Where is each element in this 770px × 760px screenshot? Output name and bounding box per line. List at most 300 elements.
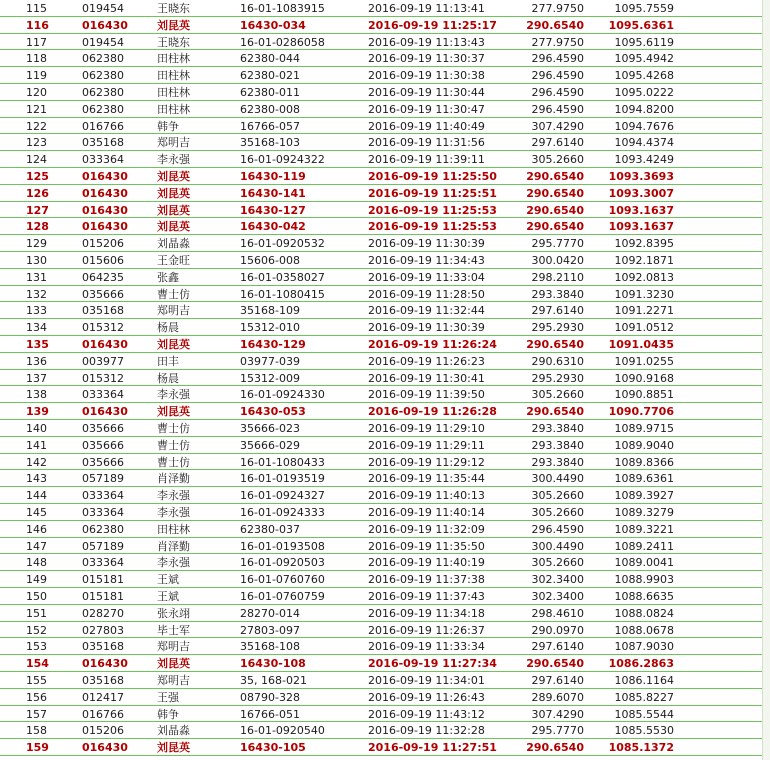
value-a-cell: 302.3400 bbox=[531, 590, 584, 603]
rank-cell: 146 bbox=[26, 522, 47, 536]
member-id-cell: 062380 bbox=[82, 86, 124, 99]
value-b-cell: 1085.5544 bbox=[614, 707, 674, 721]
value-a-cell: 307.4290 bbox=[531, 707, 584, 721]
value-b-cell: 1089.9715 bbox=[614, 422, 674, 435]
ticket-number-cell: 16-01-0924330 bbox=[240, 388, 325, 402]
table-row[interactable] bbox=[0, 286, 762, 303]
value-a-cell: 296.4590 bbox=[531, 86, 584, 99]
timestamp-cell: 2016-09-19 11:32:09 bbox=[368, 522, 485, 536]
ticket-number-cell: 35, 168-021 bbox=[240, 674, 307, 687]
member-id-cell: 015206 bbox=[82, 237, 124, 251]
timestamp-cell: 2016-09-19 11:26:37 bbox=[368, 623, 485, 637]
name-cell: 郑明吉 bbox=[157, 674, 190, 687]
value-b-cell: 1085.1372 bbox=[608, 741, 674, 755]
value-b-cell: 1095.4268 bbox=[614, 69, 674, 83]
timestamp-cell: 2016-09-19 11:35:44 bbox=[368, 472, 485, 486]
value-b-cell: 1091.3230 bbox=[614, 287, 674, 301]
member-id-cell: 015181 bbox=[82, 590, 124, 603]
value-a-cell: 290.6540 bbox=[526, 220, 584, 234]
ticket-number-cell: 28270-014 bbox=[240, 606, 300, 620]
table-row[interactable] bbox=[0, 386, 762, 403]
timestamp-cell: 2016-09-19 11:39:11 bbox=[368, 153, 485, 167]
rank-cell: 122 bbox=[26, 119, 47, 133]
name-cell: 田柱林 bbox=[157, 522, 190, 536]
rank-cell: 126 bbox=[26, 186, 49, 200]
rank-cell: 157 bbox=[26, 707, 47, 721]
table-row[interactable] bbox=[0, 319, 762, 336]
name-cell: 田柱林 bbox=[157, 69, 190, 83]
ticket-number-cell: 16766-057 bbox=[240, 119, 300, 133]
ticket-number-cell: 35666-029 bbox=[240, 438, 300, 452]
member-id-cell: 015312 bbox=[82, 371, 124, 385]
table-row[interactable] bbox=[0, 218, 762, 235]
member-id-cell: 062380 bbox=[82, 102, 124, 116]
timestamp-cell: 2016-09-19 11:32:28 bbox=[368, 724, 485, 738]
member-id-cell: 012417 bbox=[82, 690, 124, 704]
table-row[interactable] bbox=[0, 605, 762, 622]
name-cell: 曹士仿 bbox=[157, 287, 190, 301]
rank-cell: 120 bbox=[26, 86, 47, 99]
table-row[interactable] bbox=[0, 202, 762, 219]
ticket-number-cell: 16-01-0920540 bbox=[240, 724, 325, 738]
value-a-cell: 293.3840 bbox=[531, 287, 584, 301]
name-cell: 曹士仿 bbox=[157, 422, 190, 435]
value-a-cell: 293.3840 bbox=[531, 438, 584, 452]
name-cell: 毕士军 bbox=[157, 623, 190, 637]
member-id-cell: 033364 bbox=[82, 506, 124, 519]
member-id-cell: 016430 bbox=[82, 203, 128, 217]
timestamp-cell: 2016-09-19 11:33:34 bbox=[368, 640, 485, 654]
name-cell: 张永翊 bbox=[157, 606, 190, 620]
name-cell: 田柱林 bbox=[157, 86, 190, 99]
table-row[interactable] bbox=[0, 134, 762, 151]
rank-cell: 149 bbox=[26, 573, 47, 587]
ticket-number-cell: 15312-009 bbox=[240, 371, 300, 385]
ticket-number-cell: 16430-129 bbox=[240, 338, 306, 351]
table-row[interactable] bbox=[0, 470, 762, 487]
table-row[interactable] bbox=[0, 622, 762, 639]
ticket-number-cell: 08790-328 bbox=[240, 690, 300, 704]
ticket-number-cell: 35168-109 bbox=[240, 304, 300, 318]
name-cell: 王斌 bbox=[157, 590, 179, 603]
value-a-cell: 296.4590 bbox=[531, 69, 584, 83]
value-b-cell: 1093.3007 bbox=[608, 186, 674, 200]
table-row[interactable] bbox=[0, 672, 762, 689]
member-id-cell: 035168 bbox=[82, 674, 124, 687]
timestamp-cell: 2016-09-19 11:26:43 bbox=[368, 690, 485, 704]
value-a-cell: 290.6540 bbox=[526, 741, 584, 755]
member-id-cell: 035666 bbox=[82, 455, 124, 469]
value-a-cell: 297.6140 bbox=[531, 640, 584, 654]
rank-cell: 136 bbox=[26, 354, 47, 368]
member-id-cell: 057189 bbox=[82, 472, 124, 486]
rank-cell: 119 bbox=[26, 69, 47, 83]
table-row[interactable] bbox=[0, 353, 762, 370]
timestamp-cell: 2016-09-19 11:33:04 bbox=[368, 270, 485, 284]
value-b-cell: 1093.1637 bbox=[608, 203, 674, 217]
name-cell: 李永强 bbox=[157, 506, 190, 519]
name-cell: 刘昆英 bbox=[157, 405, 190, 419]
rank-cell: 150 bbox=[26, 590, 47, 603]
ticket-number-cell: 15606-008 bbox=[240, 254, 300, 267]
timestamp-cell: 2016-09-19 11:30:41 bbox=[368, 371, 485, 385]
name-cell: 曹士仿 bbox=[157, 455, 190, 469]
table-row[interactable] bbox=[0, 151, 762, 168]
name-cell: 刘昆英 bbox=[157, 338, 190, 351]
rank-cell: 141 bbox=[26, 438, 47, 452]
name-cell: 刘昆英 bbox=[157, 741, 190, 755]
table-row[interactable] bbox=[0, 252, 762, 269]
value-a-cell: 293.3840 bbox=[531, 455, 584, 469]
ticket-number-cell: 16766-051 bbox=[240, 707, 300, 721]
ticket-number-cell: 16-01-0920532 bbox=[240, 237, 325, 251]
timestamp-cell: 2016-09-19 11:27:51 bbox=[368, 741, 497, 755]
value-a-cell: 298.2110 bbox=[531, 270, 584, 284]
table-row[interactable] bbox=[0, 185, 762, 202]
member-id-cell: 015181 bbox=[82, 573, 124, 587]
ticket-number-cell: 35168-108 bbox=[240, 640, 300, 654]
member-id-cell: 016430 bbox=[82, 186, 128, 200]
member-id-cell: 015606 bbox=[82, 254, 124, 267]
name-cell: 郑明吉 bbox=[157, 304, 190, 318]
rank-cell: 138 bbox=[26, 388, 47, 402]
ticket-number-cell: 27803-097 bbox=[240, 623, 300, 637]
value-b-cell: 1089.3221 bbox=[614, 522, 674, 536]
name-cell: 李永强 bbox=[157, 556, 190, 570]
value-a-cell: 290.6540 bbox=[526, 657, 584, 671]
value-b-cell: 1092.0813 bbox=[614, 270, 674, 284]
value-b-cell: 1095.6119 bbox=[614, 35, 674, 49]
table-row[interactable] bbox=[0, 655, 762, 672]
value-a-cell: 290.6540 bbox=[526, 186, 584, 200]
table-row[interactable] bbox=[0, 487, 762, 504]
rank-cell: 130 bbox=[26, 254, 47, 267]
member-id-cell: 033364 bbox=[82, 388, 124, 402]
rank-cell: 135 bbox=[26, 338, 49, 351]
value-a-cell: 289.6070 bbox=[531, 690, 584, 704]
value-b-cell: 1086.1164 bbox=[614, 674, 674, 687]
value-b-cell: 1091.2271 bbox=[614, 304, 674, 318]
value-a-cell: 290.6540 bbox=[526, 203, 584, 217]
value-b-cell: 1095.4942 bbox=[614, 52, 674, 66]
value-b-cell: 1091.0435 bbox=[608, 338, 674, 351]
table-row[interactable] bbox=[0, 722, 762, 739]
rank-cell: 128 bbox=[26, 220, 49, 234]
name-cell: 杨晨 bbox=[157, 371, 179, 385]
table-row[interactable] bbox=[0, 571, 762, 588]
member-id-cell: 057189 bbox=[82, 539, 124, 553]
ticket-number-cell: 16-01-0924333 bbox=[240, 506, 325, 519]
name-cell: 肖泽勤 bbox=[157, 539, 190, 553]
value-b-cell: 1090.9168 bbox=[614, 371, 674, 385]
value-b-cell: 1089.9040 bbox=[614, 438, 674, 452]
value-a-cell: 295.7770 bbox=[531, 237, 584, 251]
value-a-cell: 297.6140 bbox=[531, 674, 584, 687]
ticket-number-cell: 03977-039 bbox=[240, 354, 300, 368]
name-cell: 刘昆英 bbox=[157, 170, 190, 183]
table-row[interactable] bbox=[0, 17, 762, 34]
rank-cell: 159 bbox=[26, 741, 49, 755]
table-row[interactable] bbox=[0, 302, 762, 319]
value-a-cell: 305.2660 bbox=[531, 506, 584, 519]
value-b-cell: 1095.0222 bbox=[614, 86, 674, 99]
rank-cell: 124 bbox=[26, 153, 47, 167]
value-a-cell: 296.4590 bbox=[531, 102, 584, 116]
timestamp-cell: 2016-09-19 11:32:44 bbox=[368, 304, 485, 318]
member-id-cell: 016766 bbox=[82, 119, 124, 133]
table-row[interactable] bbox=[0, 588, 762, 605]
timestamp-cell: 2016-09-19 11:40:14 bbox=[368, 506, 485, 519]
member-id-cell: 062380 bbox=[82, 69, 124, 83]
value-b-cell: 1093.1637 bbox=[608, 220, 674, 234]
table-row[interactable] bbox=[0, 504, 762, 521]
member-id-cell: 015312 bbox=[82, 321, 124, 335]
table-row[interactable] bbox=[0, 118, 762, 135]
timestamp-cell: 2016-09-19 11:27:34 bbox=[368, 657, 497, 671]
table-row[interactable] bbox=[0, 336, 762, 353]
rank-cell: 152 bbox=[26, 623, 47, 637]
name-cell: 王晓东 bbox=[157, 35, 190, 49]
table-row[interactable] bbox=[0, 454, 762, 471]
timestamp-cell: 2016-09-19 11:37:38 bbox=[368, 573, 485, 587]
value-b-cell: 1086.2863 bbox=[608, 657, 674, 671]
timestamp-cell: 2016-09-19 11:29:10 bbox=[368, 422, 485, 435]
member-id-cell: 016430 bbox=[82, 220, 128, 234]
rank-cell: 155 bbox=[26, 674, 47, 687]
value-b-cell: 1089.8366 bbox=[614, 455, 674, 469]
name-cell: 刘昆英 bbox=[157, 18, 190, 32]
value-a-cell: 300.4490 bbox=[531, 539, 584, 553]
member-id-cell: 016430 bbox=[82, 741, 128, 755]
member-id-cell: 062380 bbox=[82, 52, 124, 66]
table-row[interactable] bbox=[0, 101, 762, 118]
timestamp-cell: 2016-09-19 11:13:43 bbox=[368, 35, 485, 49]
rank-cell: 125 bbox=[26, 170, 49, 183]
value-a-cell: 295.7770 bbox=[531, 724, 584, 738]
rank-cell: 115 bbox=[26, 2, 47, 15]
ticket-number-cell: 16-01-1080415 bbox=[240, 287, 325, 301]
value-a-cell: 277.9750 bbox=[531, 2, 584, 15]
ticket-number-cell: 16430-108 bbox=[240, 657, 306, 671]
ticket-number-cell: 16-01-1080433 bbox=[240, 455, 325, 469]
table-row[interactable] bbox=[0, 739, 762, 756]
table-row[interactable] bbox=[0, 706, 762, 723]
value-b-cell: 1085.8227 bbox=[614, 690, 674, 704]
value-a-cell: 302.3400 bbox=[531, 573, 584, 587]
timestamp-cell: 2016-09-19 11:40:19 bbox=[368, 556, 485, 570]
value-a-cell: 297.6140 bbox=[531, 136, 584, 150]
ticket-number-cell: 16-01-0920503 bbox=[240, 556, 325, 570]
value-b-cell: 1088.0824 bbox=[614, 606, 674, 620]
value-a-cell: 300.4490 bbox=[531, 472, 584, 486]
member-id-cell: 016430 bbox=[82, 405, 128, 419]
table-row[interactable] bbox=[0, 403, 762, 420]
rank-cell: 145 bbox=[26, 506, 47, 519]
rank-cell: 131 bbox=[26, 270, 47, 284]
rank-cell: 158 bbox=[26, 724, 47, 738]
ticket-number-cell: 16430-034 bbox=[240, 18, 306, 32]
rank-cell: 121 bbox=[26, 102, 47, 116]
value-a-cell: 297.6140 bbox=[531, 304, 584, 318]
value-a-cell: 295.2930 bbox=[531, 371, 584, 385]
timestamp-cell: 2016-09-19 11:30:44 bbox=[368, 86, 485, 99]
table-row[interactable] bbox=[0, 538, 762, 555]
ticket-number-cell: 62380-044 bbox=[240, 52, 300, 66]
value-a-cell: 305.2660 bbox=[531, 388, 584, 402]
timestamp-cell: 2016-09-19 11:37:43 bbox=[368, 590, 485, 603]
ticket-number-cell: 16-01-0924322 bbox=[240, 153, 325, 167]
ticket-number-cell: 16-01-0286058 bbox=[240, 35, 325, 49]
name-cell: 刘昆英 bbox=[157, 186, 190, 200]
name-cell: 肖泽勤 bbox=[157, 472, 190, 486]
value-a-cell: 290.6540 bbox=[526, 405, 584, 419]
member-id-cell: 064235 bbox=[82, 270, 124, 284]
value-b-cell: 1094.4374 bbox=[614, 136, 674, 150]
member-id-cell: 003977 bbox=[82, 354, 124, 368]
ticket-number-cell: 16-01-1083915 bbox=[240, 2, 325, 15]
rank-cell: 143 bbox=[26, 472, 47, 486]
timestamp-cell: 2016-09-19 11:25:53 bbox=[368, 220, 497, 234]
rank-cell: 127 bbox=[26, 203, 49, 217]
timestamp-cell: 2016-09-19 11:25:51 bbox=[368, 186, 497, 200]
table-row[interactable] bbox=[0, 554, 762, 571]
member-id-cell: 035666 bbox=[82, 438, 124, 452]
name-cell: 王金旺 bbox=[157, 254, 190, 267]
table-row[interactable] bbox=[0, 638, 762, 655]
ticket-number-cell: 16-01-0924327 bbox=[240, 489, 325, 503]
ticket-number-cell: 16430-053 bbox=[240, 405, 306, 419]
name-cell: 李永强 bbox=[157, 489, 190, 503]
value-a-cell: 298.4610 bbox=[531, 606, 584, 620]
ticket-number-cell: 62380-021 bbox=[240, 69, 300, 83]
vertical-scrollbar[interactable] bbox=[762, 0, 770, 760]
table-row[interactable] bbox=[0, 370, 762, 387]
timestamp-cell: 2016-09-19 11:34:01 bbox=[368, 674, 485, 687]
timestamp-cell: 2016-09-19 11:30:38 bbox=[368, 69, 485, 83]
table-row[interactable] bbox=[0, 689, 762, 706]
timestamp-cell: 2016-09-19 11:26:24 bbox=[368, 338, 497, 351]
value-b-cell: 1092.1871 bbox=[614, 254, 674, 267]
value-a-cell: 290.6540 bbox=[526, 18, 584, 32]
value-a-cell: 300.0420 bbox=[531, 254, 584, 267]
timestamp-cell: 2016-09-19 11:30:39 bbox=[368, 321, 485, 335]
table-row[interactable] bbox=[0, 67, 762, 84]
table-row[interactable] bbox=[0, 84, 762, 101]
value-b-cell: 1094.7676 bbox=[614, 119, 674, 133]
table-row[interactable] bbox=[0, 168, 762, 185]
member-id-cell: 016430 bbox=[82, 657, 128, 671]
value-b-cell: 1089.2411 bbox=[614, 539, 674, 553]
rank-cell: 117 bbox=[26, 35, 47, 49]
rank-cell: 139 bbox=[26, 405, 49, 419]
rank-cell: 133 bbox=[26, 304, 47, 318]
value-b-cell: 1090.8851 bbox=[614, 388, 674, 402]
timestamp-cell: 2016-09-19 11:31:56 bbox=[368, 136, 485, 150]
ticket-number-cell: 16-01-0193508 bbox=[240, 539, 325, 553]
table-row[interactable] bbox=[0, 269, 762, 286]
timestamp-cell: 2016-09-19 11:29:11 bbox=[368, 438, 485, 452]
value-a-cell: 296.4590 bbox=[531, 522, 584, 536]
table-row[interactable] bbox=[0, 0, 762, 17]
rank-cell: 118 bbox=[26, 52, 47, 66]
rank-cell: 153 bbox=[26, 640, 47, 654]
value-a-cell: 290.0970 bbox=[531, 623, 584, 637]
member-id-cell: 028270 bbox=[82, 606, 124, 620]
name-cell: 曹士仿 bbox=[157, 438, 190, 452]
table-row[interactable] bbox=[0, 235, 762, 252]
value-a-cell: 305.2660 bbox=[531, 556, 584, 570]
value-b-cell: 1088.9903 bbox=[614, 573, 674, 587]
table-row[interactable] bbox=[0, 437, 762, 454]
value-a-cell: 295.2930 bbox=[531, 321, 584, 335]
timestamp-cell: 2016-09-19 11:35:50 bbox=[368, 539, 485, 553]
timestamp-cell: 2016-09-19 11:34:43 bbox=[368, 254, 485, 267]
value-b-cell: 1085.5530 bbox=[614, 724, 674, 738]
ticket-number-cell: 35168-103 bbox=[240, 136, 300, 150]
rank-cell: 142 bbox=[26, 455, 47, 469]
ticket-number-cell: 16-01-0193519 bbox=[240, 472, 325, 486]
rank-cell: 132 bbox=[26, 287, 47, 301]
timestamp-cell: 2016-09-19 11:30:39 bbox=[368, 237, 485, 251]
member-id-cell: 016430 bbox=[82, 18, 128, 32]
value-b-cell: 1092.8395 bbox=[614, 237, 674, 251]
value-a-cell: 307.4290 bbox=[531, 119, 584, 133]
member-id-cell: 035168 bbox=[82, 640, 124, 654]
name-cell: 王强 bbox=[157, 690, 179, 704]
member-id-cell: 016430 bbox=[82, 170, 128, 183]
value-a-cell: 305.2660 bbox=[531, 489, 584, 503]
member-id-cell: 015206 bbox=[82, 724, 124, 738]
rank-cell: 134 bbox=[26, 321, 47, 335]
ticket-number-cell: 16430-105 bbox=[240, 741, 306, 755]
timestamp-cell: 2016-09-19 11:26:23 bbox=[368, 354, 485, 368]
table-row[interactable] bbox=[0, 420, 762, 437]
ticket-number-cell: 62380-011 bbox=[240, 86, 300, 99]
ticket-number-cell: 15312-010 bbox=[240, 321, 300, 335]
rank-cell: 116 bbox=[26, 18, 49, 32]
name-cell: 郑明吉 bbox=[157, 640, 190, 654]
ticket-number-cell: 62380-037 bbox=[240, 522, 300, 536]
name-cell: 杨晨 bbox=[157, 321, 179, 335]
ticket-number-cell: 16-01-0358027 bbox=[240, 270, 325, 284]
name-cell: 田柱林 bbox=[157, 52, 190, 66]
table-row[interactable] bbox=[0, 34, 762, 51]
rank-cell: 148 bbox=[26, 556, 47, 570]
rank-cell: 140 bbox=[26, 422, 47, 435]
table-row[interactable] bbox=[0, 50, 762, 67]
name-cell: 李永强 bbox=[157, 153, 190, 167]
member-id-cell: 035666 bbox=[82, 422, 124, 435]
name-cell: 王斌 bbox=[157, 573, 179, 587]
member-id-cell: 035168 bbox=[82, 304, 124, 318]
member-id-cell: 016430 bbox=[82, 338, 128, 351]
value-b-cell: 1095.6361 bbox=[608, 18, 674, 32]
timestamp-cell: 2016-09-19 11:43:12 bbox=[368, 707, 485, 721]
timestamp-cell: 2016-09-19 11:40:13 bbox=[368, 489, 485, 503]
ticket-number-cell: 16430-141 bbox=[240, 186, 306, 200]
ticket-number-cell: 62380-008 bbox=[240, 102, 300, 116]
member-id-cell: 062380 bbox=[82, 522, 124, 536]
name-cell: 韩争 bbox=[157, 707, 179, 721]
value-b-cell: 1087.9030 bbox=[614, 640, 674, 654]
name-cell: 田丰 bbox=[157, 354, 179, 368]
value-b-cell: 1093.4249 bbox=[614, 153, 674, 167]
name-cell: 韩争 bbox=[157, 119, 179, 133]
timestamp-cell: 2016-09-19 11:40:49 bbox=[368, 119, 485, 133]
table-row[interactable] bbox=[0, 521, 762, 538]
value-b-cell: 1089.6361 bbox=[614, 472, 674, 486]
ticket-number-cell: 16-01-0760760 bbox=[240, 573, 325, 587]
